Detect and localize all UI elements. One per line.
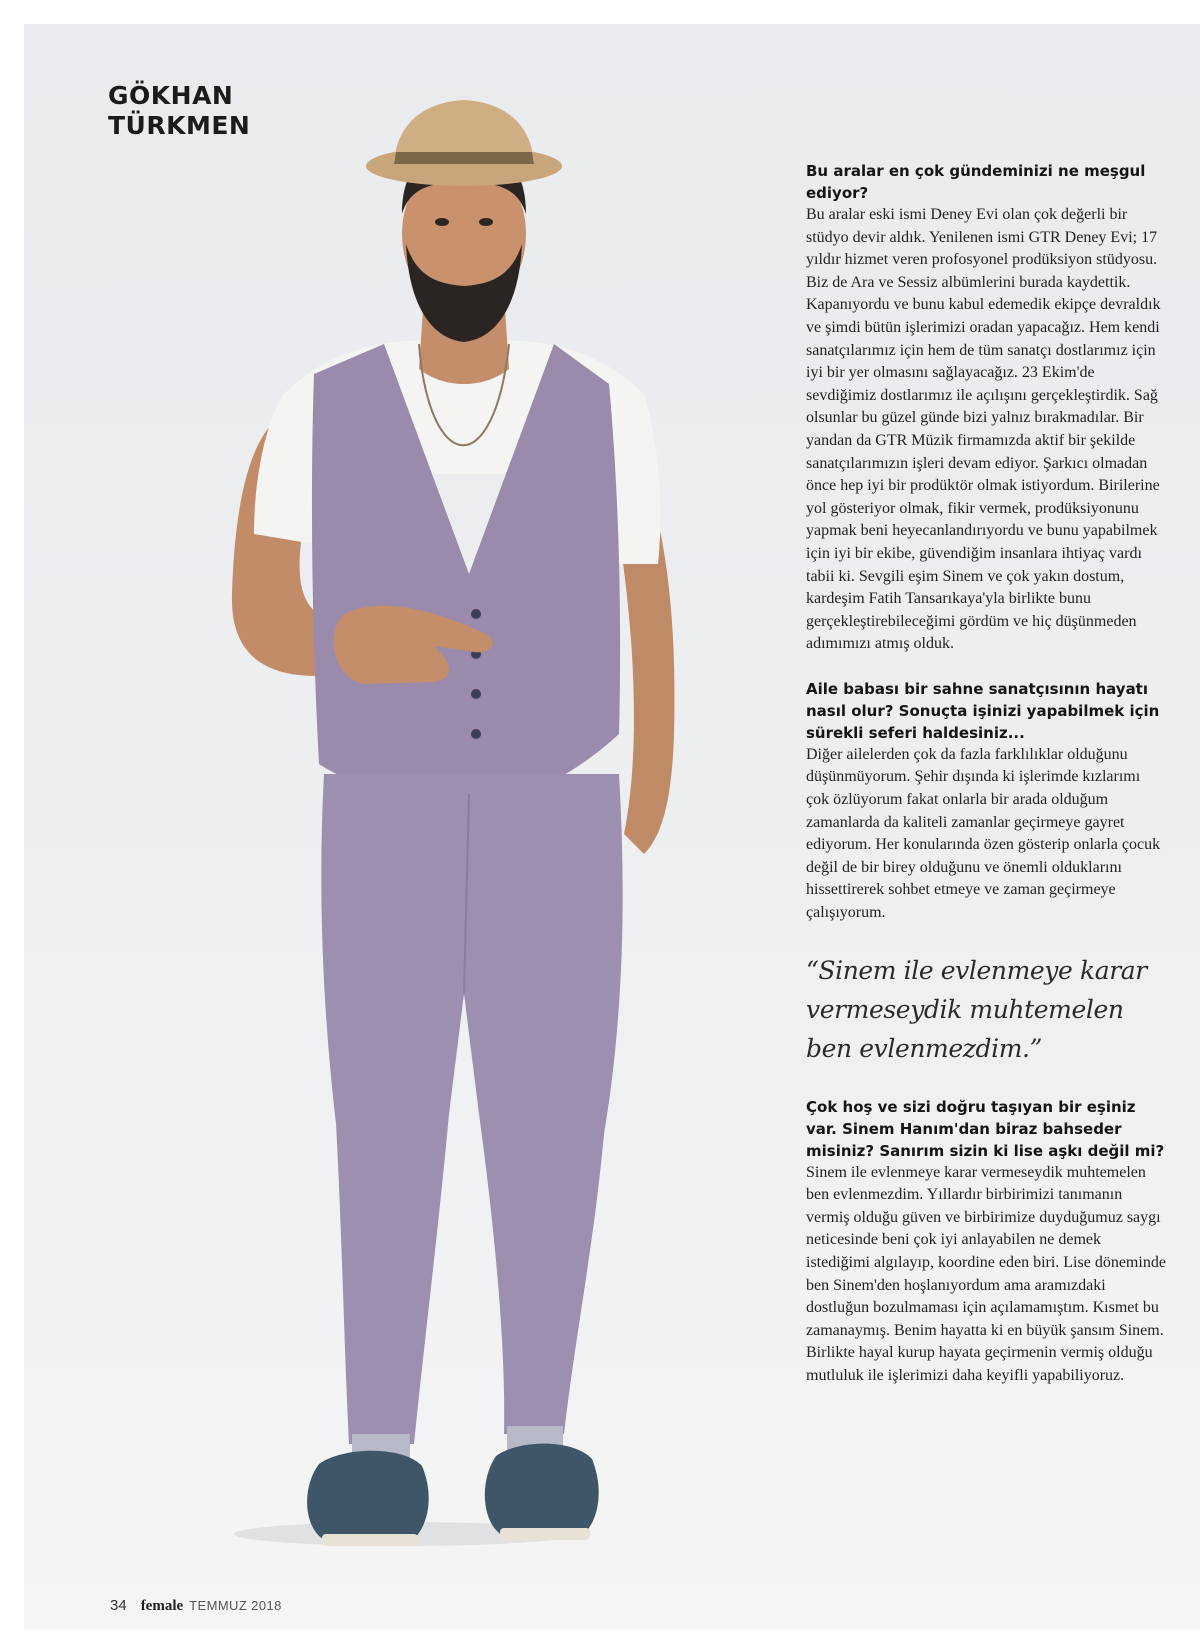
pull-quote: “Sinem ile evlenmeye karar vermeseydik muhtemelen ben evlenmezdim.”: [806, 955, 1147, 1063]
first-name: GÖKHAN: [108, 81, 234, 110]
page-number: 34: [110, 1597, 127, 1614]
last-name: TÜRKMEN: [108, 111, 251, 140]
page-footer: [110, 1597, 282, 1615]
portrait-photo: [224, 94, 704, 1614]
magazine-page: [24, 24, 1200, 1630]
question-3: Çok hoş ve sizi doğru taşıyan bir eşiniz var. Sinem Hanım'dan biraz bahseder misiniz? Sanırım sizin ki lise aşkı değil mi?: [806, 1097, 1165, 1160]
answer-2: Diğer ailelerden çok da fazla farklılıklar olduğunu düşünmüyorum. Şehir dışında ki işlerimde kızlarımı çok özlüyorum fakat onlarla bir arada olduğum zamanlarda da kaliteli zamanlar geçirmeye gayret ediyorum. Her konularında özen gösterip onlarla çocuk değil de bir birey olduğunu ve önemli olduklarını hissettirerek sohbet etmeye ve zaman geçirmeye çalışıyorum.: [806, 745, 1161, 922]
question-1: Bu aralar en çok gündeminizi ne meşgul ediyor?: [806, 162, 1146, 202]
interview-article: [806, 160, 1166, 1388]
issue-date: TEMMUZ 2018: [189, 1598, 282, 1613]
answer-1: Bu aralar eski ismi Deney Evi olan çok değerli bir stüdyo devir aldık. Yenilenen ismi GTR Deney Evi; 17 yıldır hizmet veren profosyonel prodüksiyon stüdyosu. Biz de Ara ve Sessiz albümlerini burada kaydettik. Kapanıyordu ve bunu kabul edemedik ekipçe devraldık ve şimdi bütün işlerimizi oradan yapacağız. Hem kendi sanatçılarımız için hem de tüm sanatçı dostlarımız için iyi bir yer olmasını sağlayacağız. 23 Ekim'de sevdiğimiz dostlarımız ile açılışını gerçekleştirdik. Sağ olsunlar bu güzel günde bizi yalnız bırakmadılar. Bir yandan da GTR Müzik firmamızda aktif bir şekilde sanatçılarımızın işleri devam ediyor. Şarkıcı olmadan önce hep iyi bir prodüktör olmak istiyordum. Birilerine yol gösteriyor olmak, fikir vermek, prodüksiyonunu yapmak beni heyecanlandırıyordu ve bunu yapabilmek için iyi bir ekibe, güvendiğim insanlara ihtiyaç vardı tabii ki. Sevgili eşim Sinem ve çok yakın dostum, kardeşim Fatih Tansarıkaya'yla birlikte bunu gerçekleştirebileceğimi gördüm ve hiç düşünmeden adımımızı atmış olduk.: [806, 206, 1161, 653]
question-2: Aile babası bir sahne sanatçısının hayatı nasıl olur? Sonuçta işinizi yapabilmek için sürekli seferi haldesiniz...: [806, 679, 1160, 742]
magazine-logo: female: [140, 1598, 184, 1614]
answer-3: Sinem ile evlenmeye karar vermeseydik muhtemelen ben evlenmezdim. Yıllardır birbirimizi tanımanın vermiş olduğu güven ve birbirimize duyduğumuz saygı neticesinde beni çok iyi anlayabilen ne demek istediğimi algılayıp, koordine eden biri. Lise döneminde ben Sinem'den hoşlanıyordum ama aramızdaki dostluğun bozulmaması için açılamamıştım. Kısmet bu zamanaymış. Benim hayatta ki en büyük şansım Sinem. Birlikte hayal kurup hayata geçirmenin vermiş olduğu mutluluk ile işlerimizi daha keyifli yapabiliyoruz.: [806, 1163, 1166, 1384]
